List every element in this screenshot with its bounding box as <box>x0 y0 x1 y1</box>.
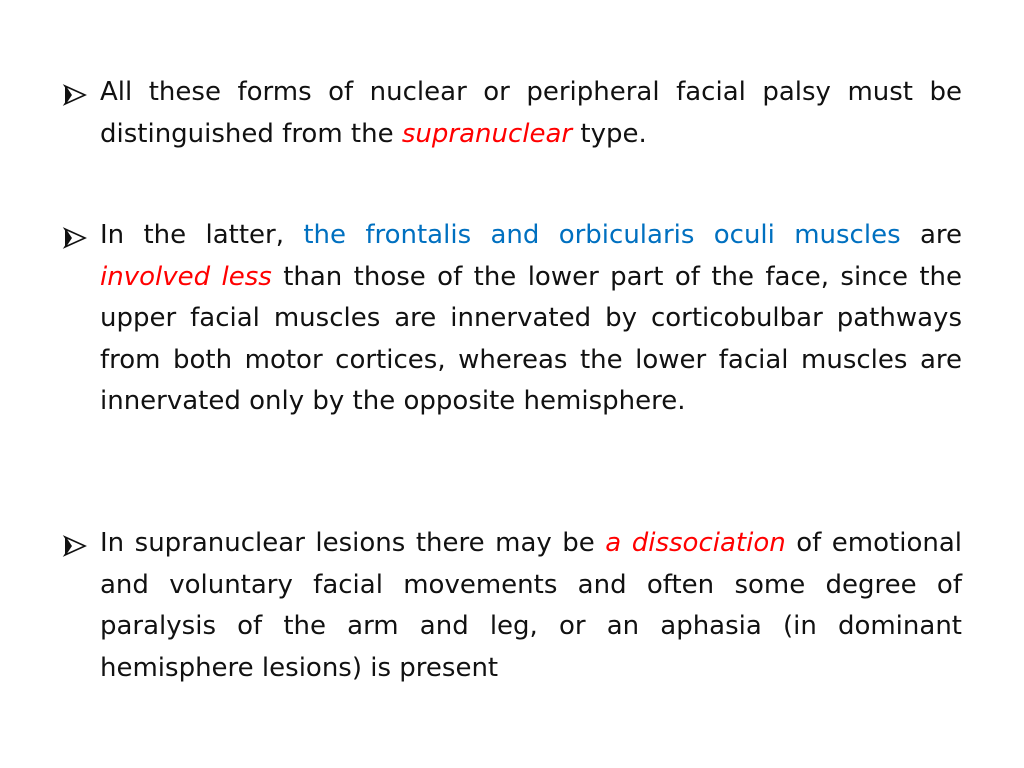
bullet-text-2 <box>100 215 962 423</box>
arrowhead-bullet-icon <box>62 535 88 557</box>
bullet-item-2 <box>62 215 962 423</box>
bullet-2-text-part-1: In the latter, <box>100 220 304 250</box>
emphasis-dissociation: a dissociation <box>605 528 786 558</box>
bullet-1-text-part-1: All these forms of nuclear or peripheral facial palsy must be distinguished from the <box>100 77 962 149</box>
emphasis-supranuclear: supranuclear <box>401 118 573 149</box>
bullet-2-text-part-3: are <box>900 220 963 250</box>
bullet-3-text-part-3: of emotional and voluntary facial movements and often some degree of paralysis of the arm and leg, or an aphasia (in dominant hemisphere lesions) is present <box>100 528 962 683</box>
bullet-item-1 <box>62 72 962 155</box>
emphasis-involved-less: involved less <box>100 261 272 292</box>
bullet-text-3 <box>100 523 962 689</box>
emphasis-frontalis-orbicularis: the frontalis and orbicularis oculi muscles <box>303 220 901 250</box>
arrowhead-bullet-icon <box>62 84 88 106</box>
bullet-1-text-part-3: type. <box>572 118 647 149</box>
bullet-3-text-part-1: In supranuclear lesions there may be <box>100 528 606 558</box>
bullet-text-1 <box>100 72 962 155</box>
bullet-2-text-part-5: than those of the lower part of the face, since the upper facial muscles are innervated by corticobulbar pathways from both motor cortices, whereas the lower facial muscles are innervated only by the opposite hemisphere. <box>100 261 963 416</box>
bullet-item-3 <box>62 523 962 689</box>
arrowhead-bullet-icon <box>62 227 88 249</box>
